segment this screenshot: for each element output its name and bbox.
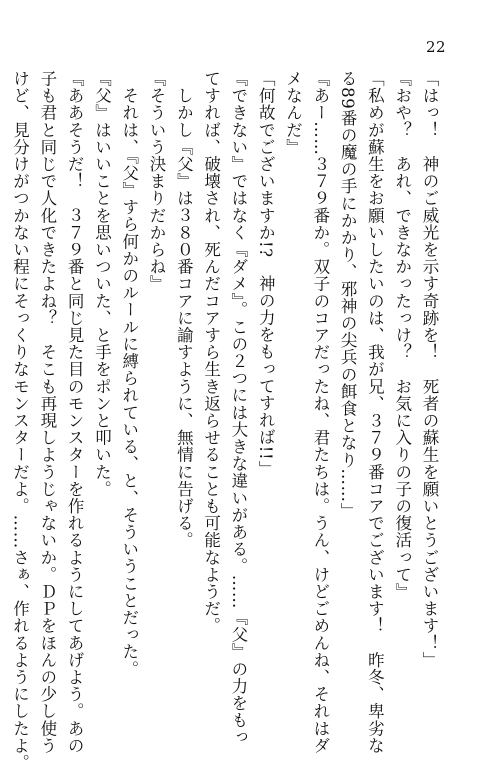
text-line-15: 『父』はいいことを思いついた、と手をポンと叩いた。 — [92, 70, 112, 498]
text-line-8: 『できない』ではなく『ダメ』。この２つには大きな違いがある。……『父』の力をもっ — [228, 70, 248, 746]
text-line-17: 子も君と同じで人化できたよね？ そこも再現しようじゃないか。ＤＰをほんの少し使う — [37, 70, 57, 754]
text-line-7: 「何故でございますか!? 神の力をもってすれば!!」 — [256, 70, 276, 478]
text-line-6: メなんだ』 — [283, 70, 303, 156]
text-line-4: る89番の魔の手にかかり、邪神の尖兵の餌食となり……」 — [338, 70, 358, 520]
text-line-3: 「私めが蘇生をお願いしたいのは、我が兄、３７９番コアでございます！ 昨冬、卑劣な — [365, 70, 385, 754]
body-text — [10, 70, 443, 771]
text-line-9: てすれば、破壊され、死んだコアすら生き返らせることも可能なようだ。 — [201, 70, 221, 635]
text-line-14: それは、『父』すら何かのルールに縛られている、と、そういうことだった。 — [119, 70, 139, 678]
text-line-2: 『おや？ あれ、できなかったっけ？ お気に入りの子の復活って』 — [392, 70, 412, 601]
page-number: 22 — [426, 38, 447, 56]
text-line-10: しかし『父』は３８０番コアに諭すように、無情に告げる。 — [174, 70, 194, 549]
text-line-18: けど、見分けがつかない程にそっくりなモンスターだよ。……さぁ、作れるようにしたよ。 — [10, 70, 30, 771]
text-line-5: 『あー……３７９番か。双子のコアだったね、君たちは。うん、けどごめんね、それはダ — [310, 70, 330, 754]
text-line-12: 『そういう決まりだからね』 — [147, 70, 167, 293]
text-line-16: 『ああそうだ！ ３７９番と同じ見た目のモンスターを作れるようにしてあげよう。あの — [65, 70, 85, 754]
text-line-1: 「はっ！ 神のご威光を示す奇跡を！ 死者の蘇生を願いとうございます！」 — [420, 70, 439, 669]
